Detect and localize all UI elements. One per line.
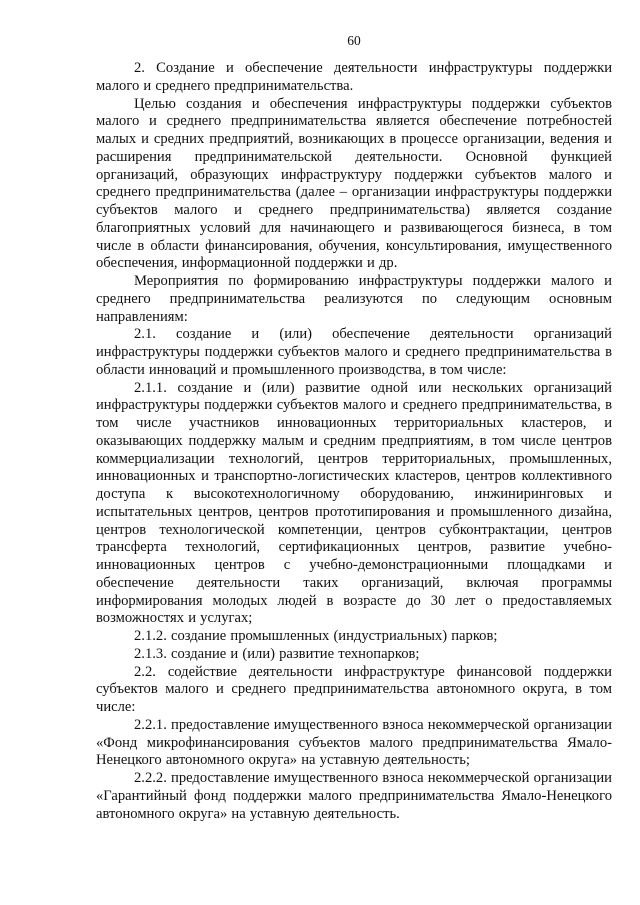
item-2-2-1-paragraph: 2.2.1. предоставление имущественного взноса некоммерческой организации «Фонд микрофинансирования субъектов малого предпринимательства Ямало-Ненецкого автономного округа» на уставную деятельность; [96, 716, 612, 769]
item-2-2-paragraph: 2.2. содействие деятельности инфраструктуре финансовой поддержки субъектов малого и среднего предпринимательства автономного округа, в том числе: [96, 663, 612, 715]
item-2-1-1-paragraph: 2.1.1. создание и (или) развитие одной или нескольких организаций инфраструктуры поддержки субъектов малого и среднего предпринимательства, в том числе участников инновационных территориальных кластеров, и оказывающих поддержку малым и средним предприятиям, в том числе центров коммерциализации технологий, центров территориальных, промышленных, инновационных и транспортно-логистических кластеров, центров коллективного доступа к высокотехнологичному оборудованию, инжиниринговых и испытательных центров, центров прототипирования и промышленного дизайна, центров технологической компетенции, центров субконтрактации, центров трансферта технологий, сертификационных центров, развитие учебно-инновационных центров с учебно-демонстрационными площадками и обеспечение деятельности таких организаций, включая программы информирования молодых людей в возрасте до 30 лет о предоставляемых возможностях и услугах; [96, 379, 612, 627]
purpose-paragraph: Целью создания и обеспечения инфраструктуры поддержки субъектов малого и среднего предпринимательства является обеспечение потребностей малых и средних предприятий, возникающих в процессе организации, ведения и расширения предпринимательской деятельности. Основной функцией организаций, образующих инфраструктуру поддержки субъектов малого и среднего предпринимательства (далее – организации инфраструктуры поддержки субъектов малого и среднего предпринимательства) является создание благоприятных условий для начинающего и развивающегося бизнеса, в том числе в области финансирования, обучения, консультирования, имущественного обеспечения, информационной поддержки и др. [96, 95, 612, 272]
document-page [96, 32, 612, 823]
section-heading-paragraph: 2. Создание и обеспечение деятельности инфраструктуры поддержки малого и среднего предпринимательства. [96, 60, 612, 94]
page-number: 60 [347, 33, 361, 48]
item-2-1-3-paragraph: 2.1.3. создание и (или) развитие технопарков; [134, 645, 420, 662]
directions-intro-paragraph: Мероприятия по формированию инфраструктуры поддержки малого и среднего предпринимательства реализуются по следующим основным направлениям: [96, 273, 612, 325]
item-2-1-2-paragraph: 2.1.2. создание промышленных (индустриальных) парков; [134, 628, 498, 644]
item-2-1-paragraph: 2.1. создание и (или) обеспечение деятельности организаций инфраструктуры поддержки субъектов малого и среднего предпринимательства в области инноваций и промышленного производства, в том числе: [96, 326, 612, 378]
item-2-2-2-paragraph: 2.2.2. предоставление имущественного взноса некоммерческой организации «Гарантийный фонд поддержки малого предпринимательства Ямало-Ненецкого автономного округа» на уставную деятельность. [96, 770, 612, 822]
